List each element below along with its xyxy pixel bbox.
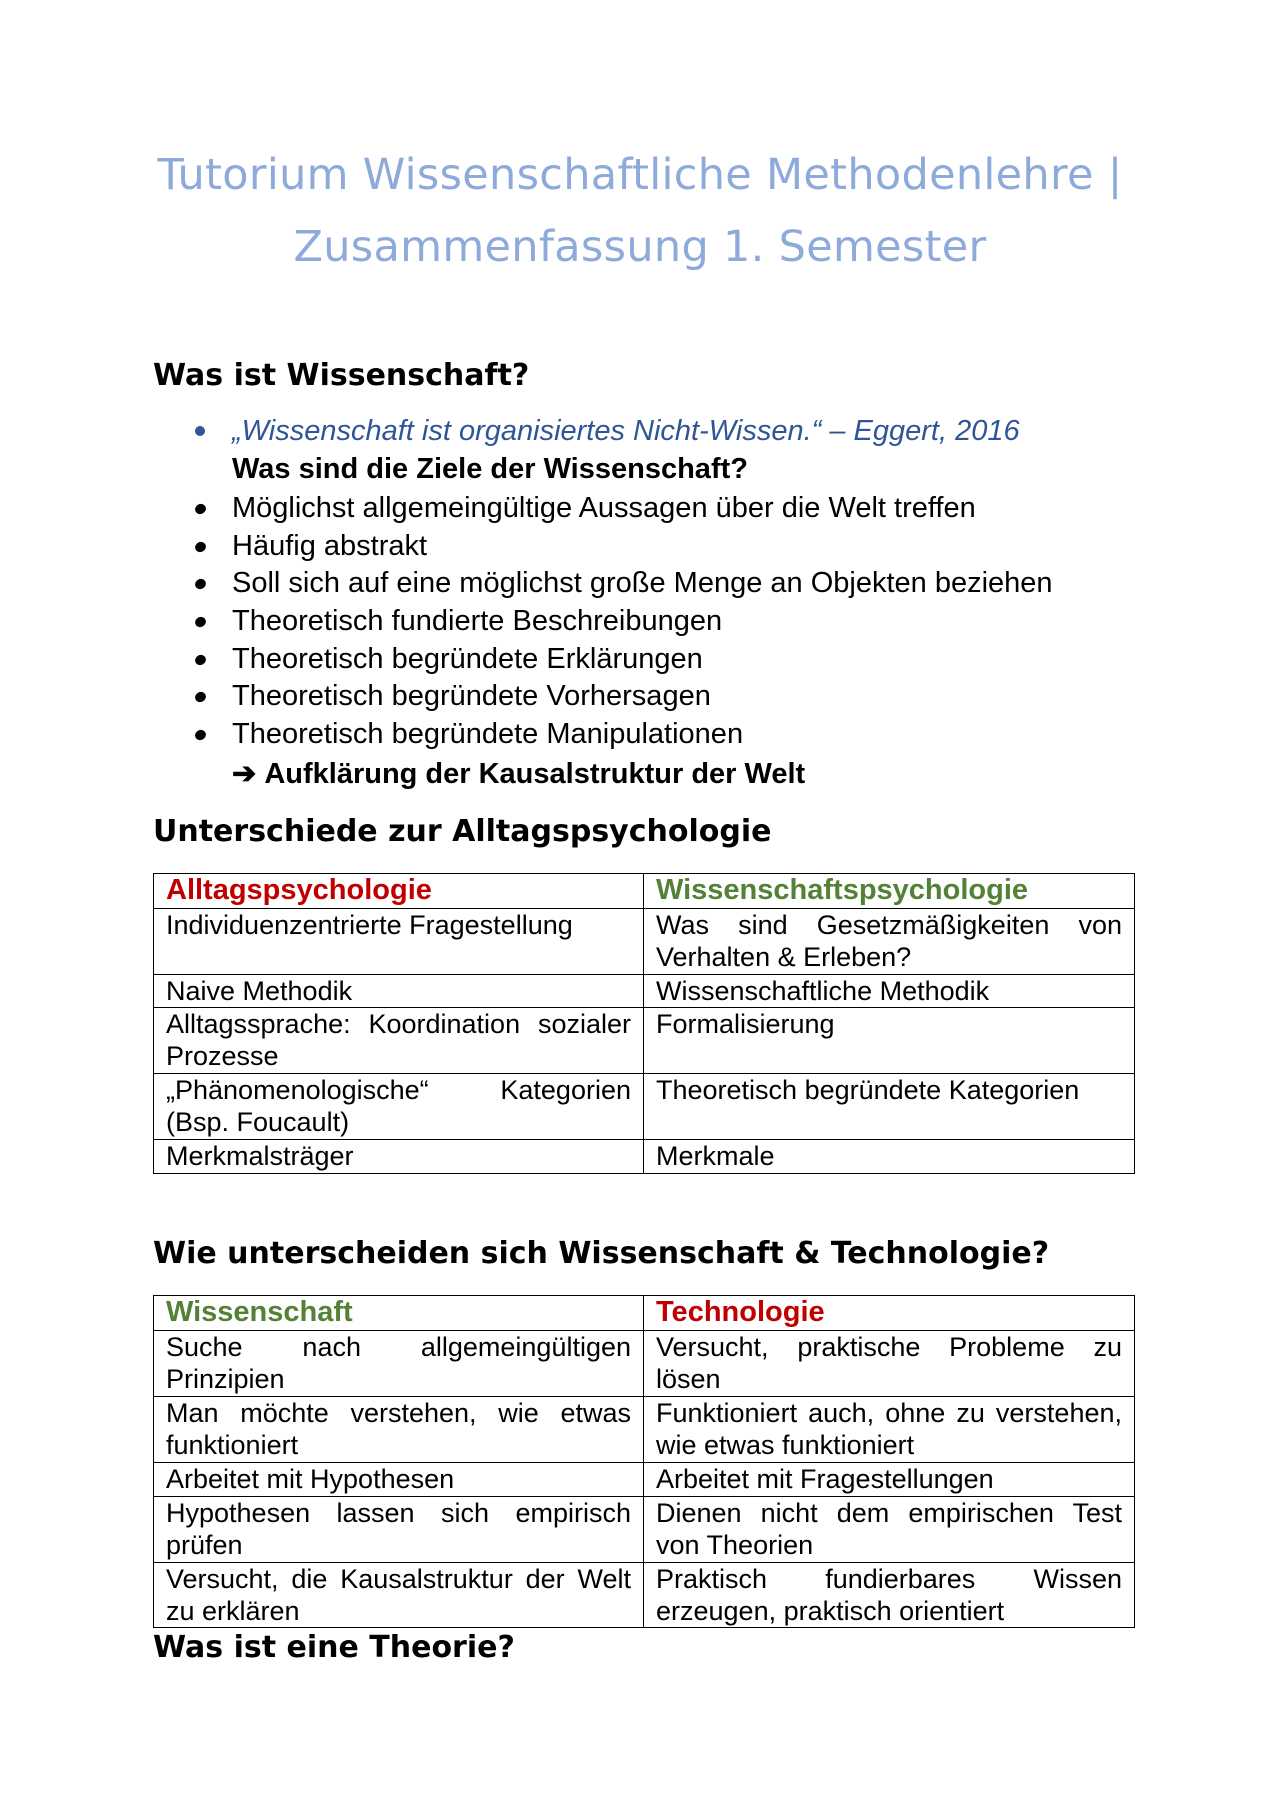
bullet-dot-icon <box>193 578 207 592</box>
quote-eggert: „Wissenschaft ist organisiertes Nicht-Wissen.“ – Eggert, 2016 <box>232 415 1020 447</box>
table-cell: Merkmalsträger <box>154 1140 644 1174</box>
conclusion-line <box>232 756 805 791</box>
table-wissenschaft-vs-technologie <box>153 1295 1135 1628</box>
document-title-line-1: Tutorium Wissenschaftliche Methodenlehre | <box>157 150 1123 200</box>
section-heading-was-ist-wissenschaft: Was ist Wissenschaft? <box>153 358 530 393</box>
bullet-dot-icon <box>193 691 207 705</box>
table-cell: Suche nach allgemeingültigen Prinzipien <box>154 1331 644 1397</box>
table-cell: Man möchte verstehen, wie etwas funktioniert <box>154 1397 644 1463</box>
table-header-row <box>154 874 1135 909</box>
list-item: Theoretisch begründete Manipulationen <box>232 716 1053 754</box>
table-cell: Naive Methodik <box>154 975 644 1008</box>
table-row <box>154 1140 1135 1174</box>
table-cell: Dienen nicht dem empirischen Test von Theorien <box>644 1497 1135 1563</box>
table-cell: Theoretisch begründete Kategorien <box>644 1074 1135 1140</box>
table-cell: „Phänomenologische“ Kategorien (Bsp. Foucault) <box>154 1074 644 1140</box>
table-row <box>154 1074 1135 1140</box>
table-cell: Arbeitet mit Hypothesen <box>154 1463 644 1497</box>
table-cell: Merkmale <box>644 1140 1135 1174</box>
table-row <box>154 1331 1135 1397</box>
table-row <box>154 1563 1135 1628</box>
table-row <box>154 1497 1135 1563</box>
arrow-right-icon: ➔ <box>232 758 257 790</box>
table-cell: Individuenzentrierte Fragestellung <box>154 909 644 975</box>
conclusion-text: Aufklärung der Kausalstruktur der Welt <box>264 758 806 790</box>
section-heading-wissenschaft-technologie: Wie unterscheiden sich Wissenschaft & Technologie? <box>153 1236 1050 1271</box>
bullet-dot-icon <box>193 653 207 667</box>
table-cell: Was sind Gesetzmäßigkeiten von Verhalten & Erleben? <box>644 909 1135 975</box>
list-item: Möglichst allgemeingültige Aussagen über die Welt treffen <box>232 490 1053 528</box>
table-row <box>154 1463 1135 1497</box>
table-cell: Praktisch fundierbares Wissen erzeugen, praktisch orientiert <box>644 1563 1135 1628</box>
goals-list <box>232 490 1053 754</box>
list-item: Häufig abstrakt <box>232 528 1053 566</box>
table-row <box>154 909 1135 975</box>
list-item: Theoretisch begründete Erklärungen <box>232 641 1053 679</box>
table-cell: Formalisierung <box>644 1008 1135 1074</box>
subheading-ziele: Was sind die Ziele der Wissenschaft? <box>232 453 748 485</box>
table-header-technologie: Technologie <box>644 1296 1135 1331</box>
bullet-dot-icon <box>195 426 205 436</box>
table-cell: Arbeitet mit Fragestellungen <box>644 1463 1135 1497</box>
table-header-alltagspsychologie: Alltagspsychologie <box>154 874 644 909</box>
table-cell: Wissenschaftliche Methodik <box>644 975 1135 1008</box>
table-cell: Versucht, praktische Probleme zu lösen <box>644 1331 1135 1397</box>
list-item: Theoretisch fundierte Beschreibungen <box>232 603 1053 641</box>
section-heading-theorie: Was ist eine Theorie? <box>153 1630 515 1665</box>
table-cell: Funktioniert auch, ohne zu verstehen, wie etwas funktioniert <box>644 1397 1135 1463</box>
table-header-wissenschaftspsychologie: Wissenschaftspsychologie <box>644 874 1135 909</box>
document-title-line-2: Zusammenfassung 1. Semester <box>293 222 987 272</box>
table-cell: Alltagssprache: Koordination sozialer Prozesse <box>154 1008 644 1074</box>
bullet-dot-icon <box>193 615 207 629</box>
bullet-dot-icon <box>193 728 207 742</box>
bullet-dot-icon <box>193 502 207 516</box>
table-cell: Versucht, die Kausalstruktur der Welt zu erklären <box>154 1563 644 1628</box>
table-alltag-vs-wissenschaft <box>153 873 1135 1174</box>
table-cell: Hypothesen lassen sich empirisch prüfen <box>154 1497 644 1563</box>
bullet-dot-icon <box>193 540 207 554</box>
list-item: Theoretisch begründete Vorhersagen <box>232 678 1053 716</box>
table-row <box>154 975 1135 1008</box>
list-item: Soll sich auf eine möglichst große Menge an Objekten beziehen <box>232 565 1053 603</box>
section-heading-alltagspsychologie: Unterschiede zur Alltagspsychologie <box>153 814 772 849</box>
table-row <box>154 1008 1135 1074</box>
table-row <box>154 1397 1135 1463</box>
table-header-row <box>154 1296 1135 1331</box>
table-header-wissenschaft: Wissenschaft <box>154 1296 644 1331</box>
